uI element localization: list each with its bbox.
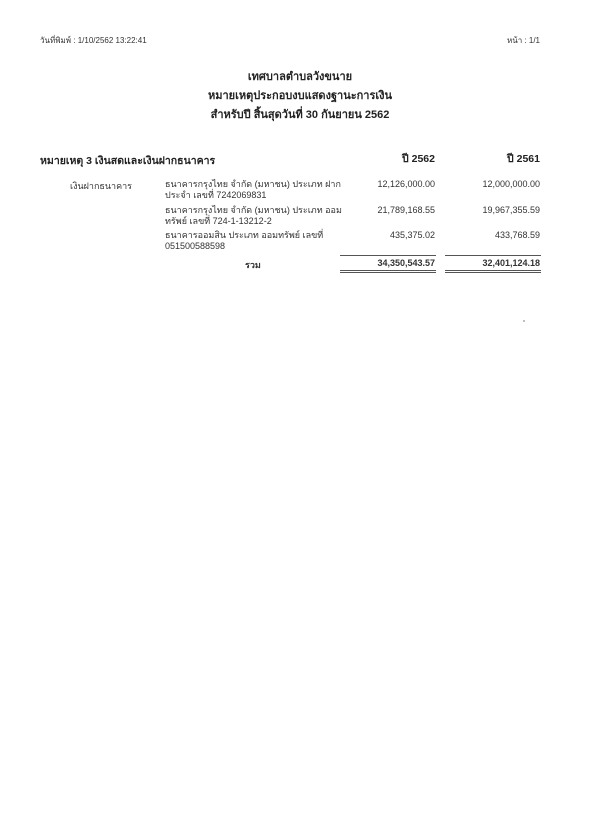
column-header-2562: ปี 2562 bbox=[402, 153, 435, 165]
group-label: เงินฝากธนาคาร bbox=[70, 181, 133, 191]
subtotal-rule-2561 bbox=[445, 255, 541, 256]
total-value-2561: 32,401,124.18 bbox=[482, 258, 540, 268]
subtotal-rule-2562 bbox=[340, 255, 436, 256]
row-2-value-2562: 21,789,168.55 bbox=[377, 205, 435, 215]
scan-speck bbox=[523, 320, 525, 322]
row-1-value-2561: 12,000,000.00 bbox=[482, 179, 540, 189]
period-title: สำหรับปี สิ้นสุดวันที่ 30 กันยายน 2562 bbox=[210, 109, 390, 121]
page-number: หน้า : 1/1 bbox=[506, 36, 540, 45]
row-1-value-2562: 12,126,000.00 bbox=[377, 179, 435, 189]
print-date: วันที่พิมพ์ : 1/10/2562 13:22:41 bbox=[40, 36, 147, 45]
total-underline-2561-a bbox=[445, 270, 541, 271]
row-2-description: ธนาคารกรุงไทย จำกัด (มหาชน) ประเภท ออมทรัพย์ เลขที่ 724-1-13212-2 bbox=[165, 205, 342, 226]
row-1-description: ธนาคารกรุงไทย จำกัด (มหาชน) ประเภท ฝากประจำ เลขที่ 7242069831 bbox=[165, 179, 341, 200]
org-name: เทศบาลตำบลวังขนาย bbox=[247, 71, 353, 83]
row-3-value-2561: 433,768.59 bbox=[494, 230, 540, 240]
total-underline-2562-a bbox=[340, 270, 436, 271]
document-title: หมายเหตุประกอบงบแสดงฐานะการเงิน bbox=[207, 90, 393, 102]
row-3-value-2562: 435,375.02 bbox=[389, 230, 435, 240]
total-value-2562: 34,350,543.57 bbox=[377, 258, 435, 268]
row-2-value-2561: 19,967,355.59 bbox=[482, 205, 540, 215]
total-underline-2561-b bbox=[445, 272, 541, 273]
column-header-2561: ปี 2561 bbox=[507, 153, 540, 165]
row-3-description: ธนาคารออมสิน ประเภท ออมทรัพย์ เลขที่ 051500588598 bbox=[165, 230, 324, 251]
note-title: หมายเหตุ 3 เงินสดและเงินฝากธนาคาร bbox=[40, 155, 216, 167]
total-underline-2562-b bbox=[340, 272, 436, 273]
total-label: รวม bbox=[245, 260, 261, 270]
